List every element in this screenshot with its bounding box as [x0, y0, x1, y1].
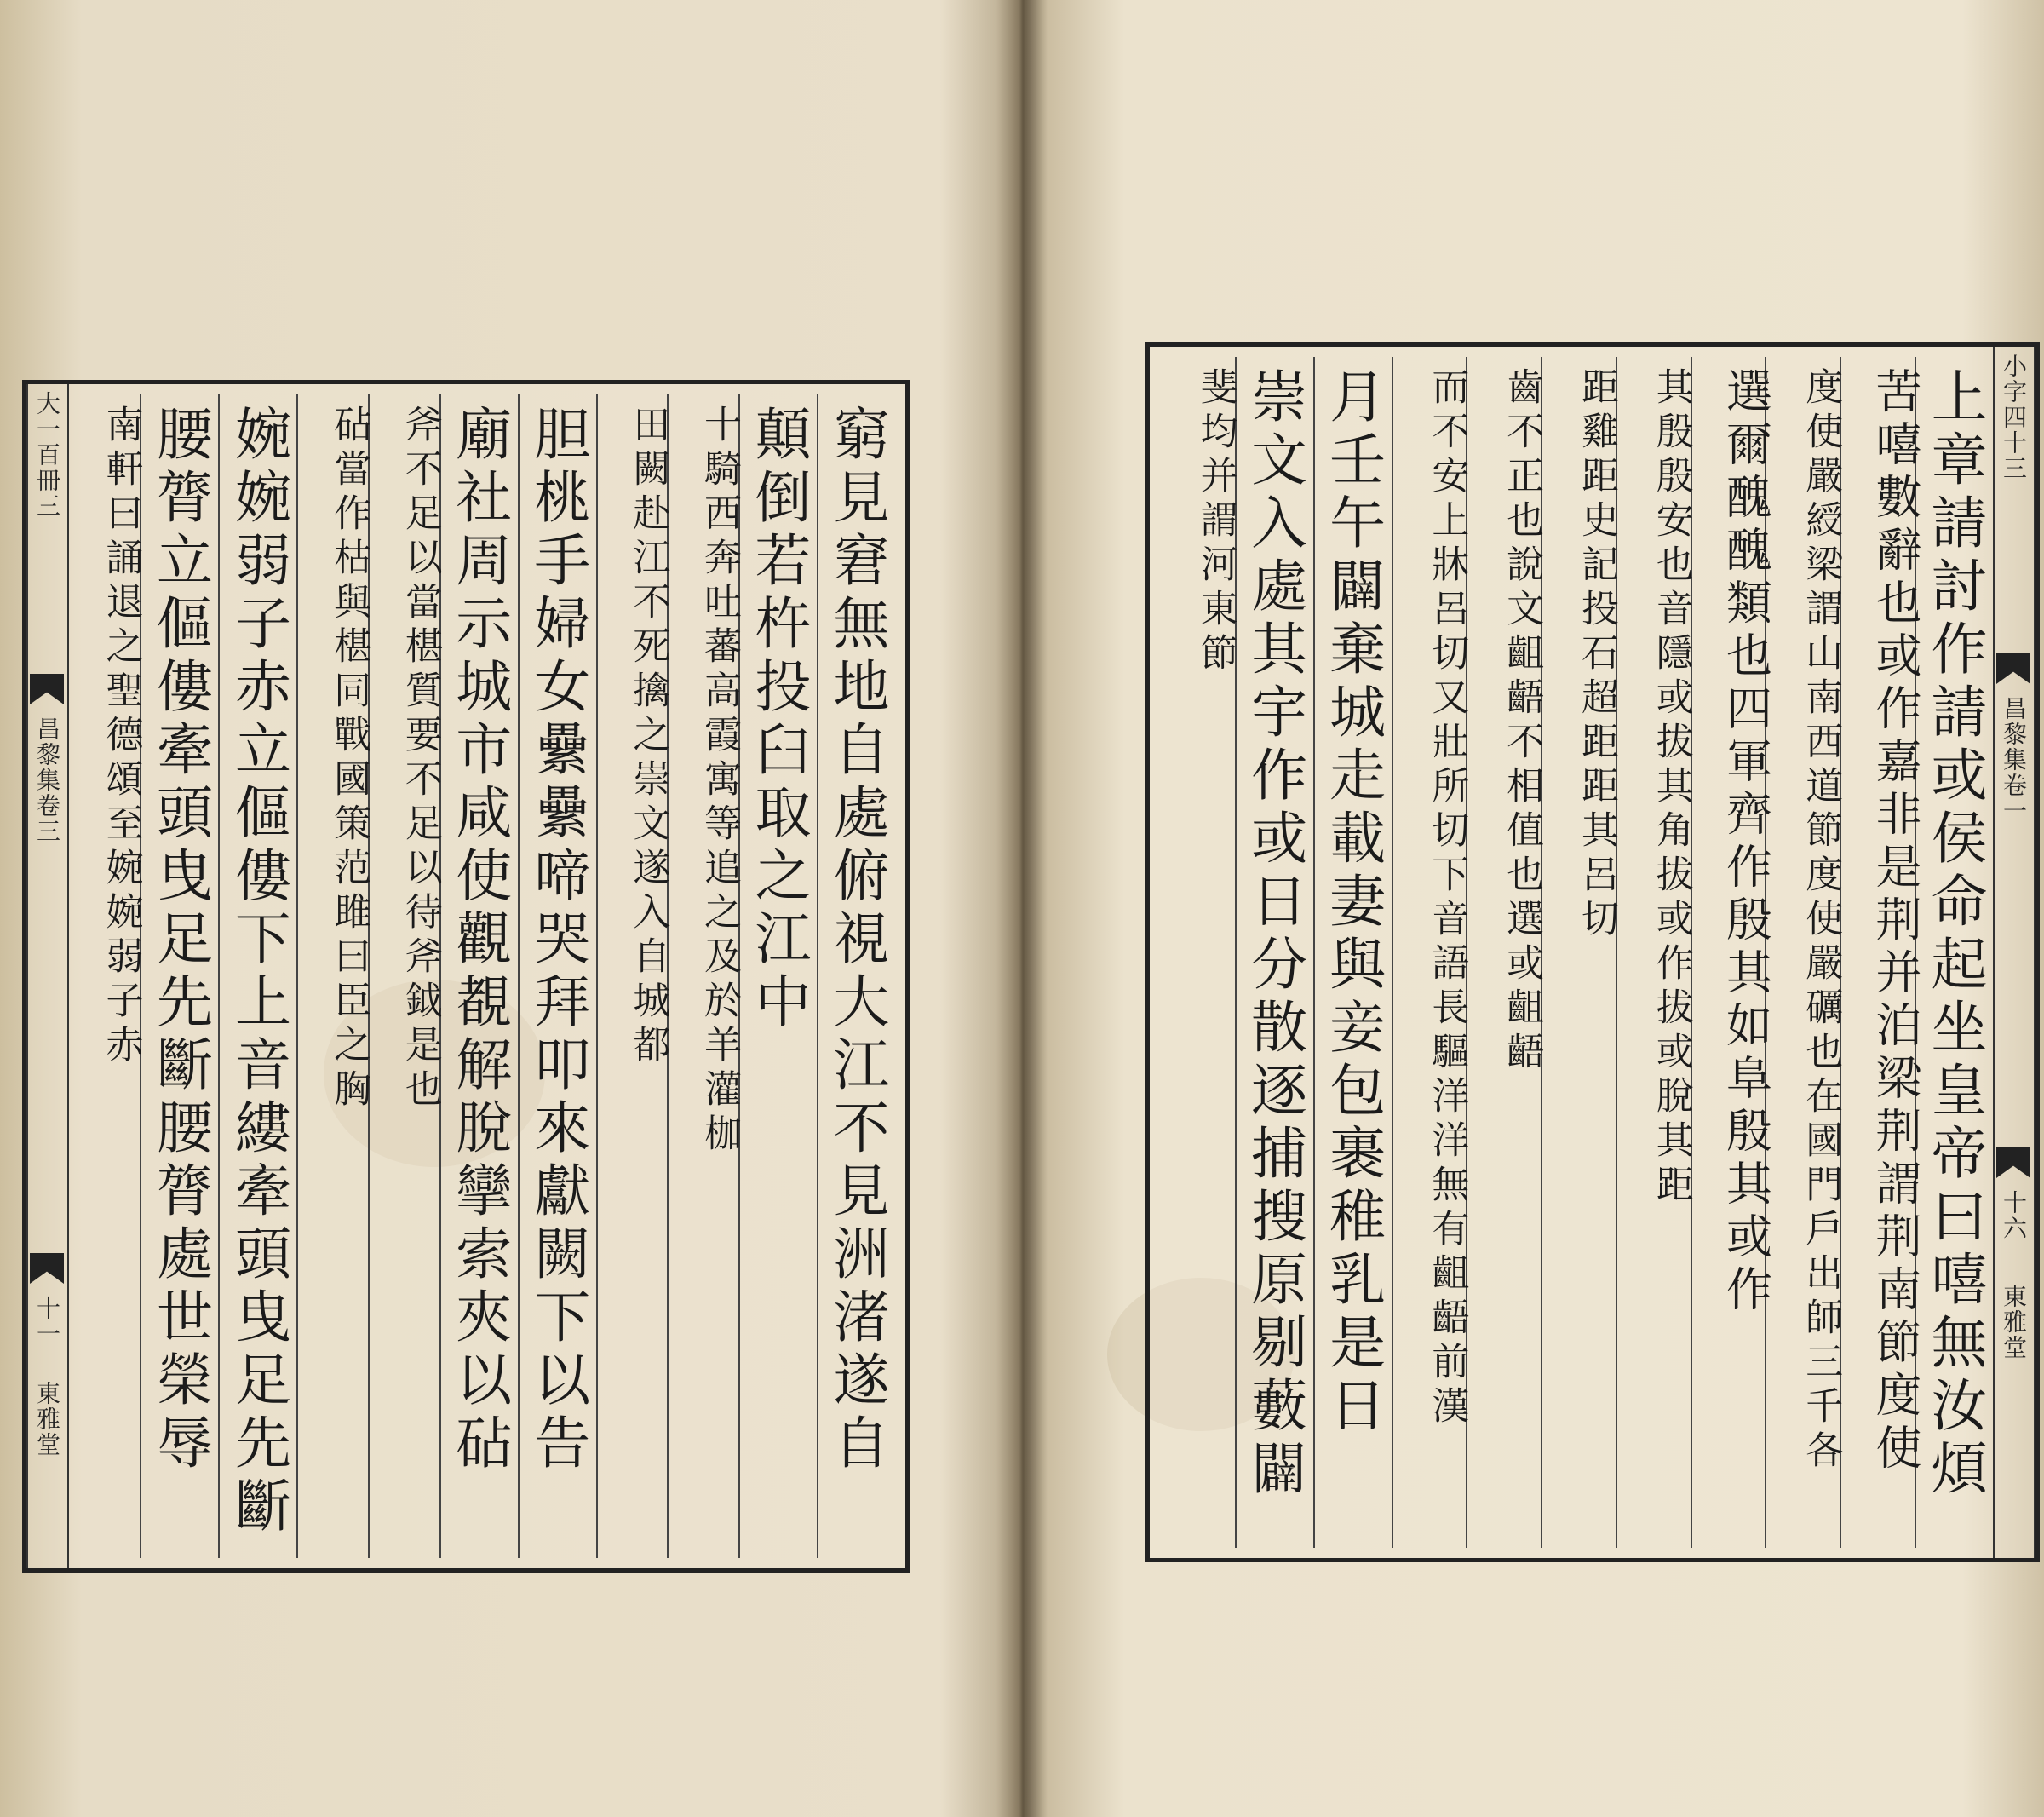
- text-column: 選爾醜醜類也四軍齊作殷其如阜殷其或作: [1691, 357, 1766, 1548]
- left-page: [0, 0, 1013, 1817]
- text-column: 婉婉弱子赤立傴僂下上音縷牽頭曳足先斷: [218, 394, 296, 1558]
- commentary-column: 十騎西奔吐蕃高霞寓等追之及於羊灌枷: [667, 394, 738, 1558]
- right-page: [1018, 0, 2044, 1817]
- text-column: 窮見窘無地自處俯視大江不見洲渚遂自: [817, 394, 895, 1558]
- banxin-leaf-number: 十一: [33, 1296, 61, 1347]
- fishtail-mark: [30, 1253, 64, 1284]
- banxin-leaf-number: 十六: [2000, 1190, 2028, 1241]
- text-column: 月壬午闢棄城走載妻與妾包裹稚乳是日: [1313, 357, 1392, 1548]
- banxin-top-label: 小字四十三: [2000, 354, 2028, 481]
- fishtail-mark: [1996, 1147, 2030, 1178]
- right-text-columns: [1160, 357, 1993, 1548]
- banxin-publisher: 東雅堂: [33, 1381, 61, 1458]
- banxin-title: 昌黎集卷三: [33, 716, 61, 844]
- commentary-column: 而不安上牀呂切又壯所切下音語長驅洋洋無有齟齬前漢: [1392, 357, 1467, 1548]
- right-page-frame: [1145, 342, 2040, 1562]
- commentary-column: 南軒曰誦退之聖德頌至婉婉弱子赤: [99, 405, 143, 1069]
- fishtail-mark: [30, 674, 64, 704]
- text-column: 顛倒若杵投臼取之江中: [738, 394, 817, 1558]
- left-text-columns: [69, 394, 895, 1558]
- commentary-column: 砧當作枯與椹同戰國策范雎曰臣之胸: [296, 394, 368, 1558]
- text-column: 腰膂立傴僂牽頭曳足先斷腰膂處世榮辱: [140, 394, 218, 1558]
- commentary-column: 其殷殷安也音隱或拔其角拔或作拔或脫其距: [1616, 357, 1691, 1548]
- text-column: 上章請討作請或侯命起坐皇帝曰嘻無汝煩: [1915, 357, 1993, 1548]
- right-banxin: [1993, 347, 2035, 1558]
- text-column: 廟社周示城市咸使觀覩解脫攣索夾以砧: [439, 394, 518, 1558]
- left-banxin: [26, 384, 69, 1568]
- commentary-column: 斧不足以當椹質要不足以待斧鉞是也: [368, 394, 439, 1558]
- banxin-publisher: 東雅堂: [2000, 1284, 2028, 1360]
- commentary-column: 齒不正也說文齟齬不相值也選或齟齬: [1466, 357, 1541, 1548]
- fishtail-mark: [1996, 653, 2030, 684]
- text-column: 苦嘻數辭也或作嘉非是荆并泊梁荆謂荆南節度使: [1840, 357, 1915, 1548]
- commentary-column: 斐均并謂河東節: [1193, 367, 1237, 677]
- text-column: 崇文入處其宇作或日分散逐捕搜原剔藪闢: [1235, 357, 1313, 1548]
- commentary-column: 田闕赴江不死擒之崇文遂入自城都: [596, 394, 668, 1558]
- banxin-top-label: 大一百冊三: [33, 391, 61, 519]
- commentary-column: 距雞距史記投石超距距其呂切: [1541, 357, 1616, 1548]
- text-column: 胆桃手婦女纍纍啼哭拜叩來獻闕下以告: [518, 394, 596, 1558]
- left-page-frame: [22, 380, 910, 1573]
- commentary-column: 度使嚴綬梁謂山南西道節度使嚴礪也在國門戶出師三千各: [1765, 357, 1840, 1548]
- banxin-title: 昌黎集卷一: [2000, 696, 2028, 824]
